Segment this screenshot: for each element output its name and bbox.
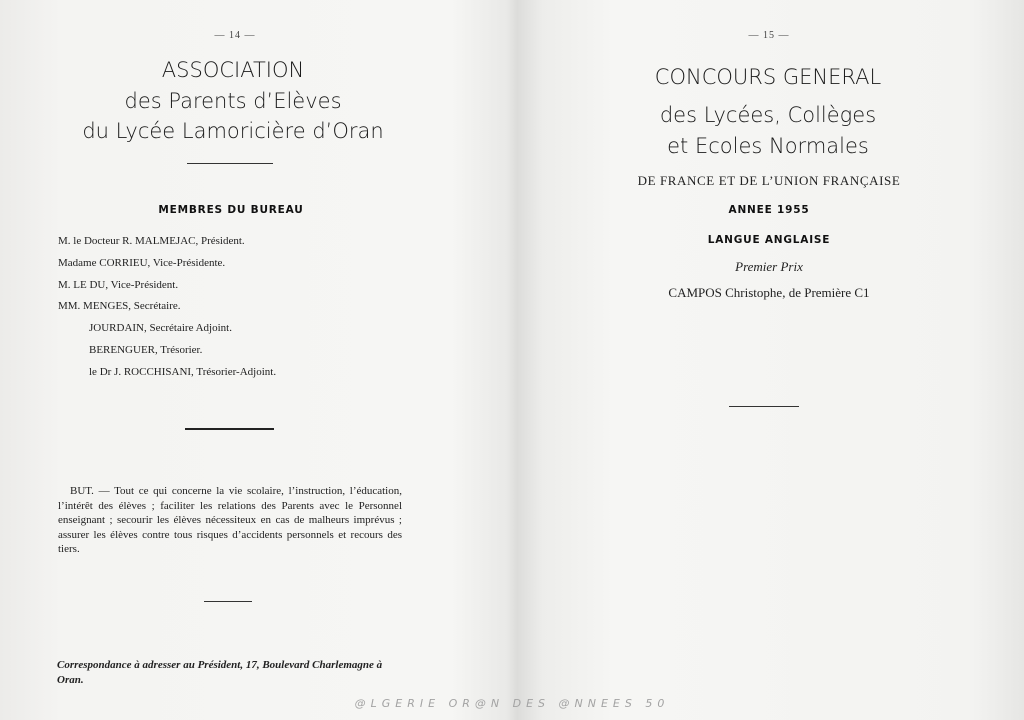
prize-label: Premier Prix bbox=[735, 259, 803, 274]
left-page bbox=[0, 0, 510, 720]
member-line: JOURDAIN, Secrétaire Adjoint. bbox=[89, 322, 232, 334]
left-title-line-3: du Lycée Lamoricière d’Oran bbox=[82, 119, 384, 143]
subject-heading: LANGUE ANGLAISE bbox=[707, 234, 831, 246]
correspondence-note: Correspondance à adresser au Président, 17, Boulevard Charlemagne à Oran. bbox=[57, 659, 383, 686]
right-title-line-2: des Lycées, Collèges bbox=[659, 103, 877, 127]
left-members-divider bbox=[185, 428, 274, 430]
but-paragraph: BUT. — Tout ce qui concerne la vie scolaire, l’instruction, l’éducation, l’intérêt des élèves ; faciliter les relations des Parents avec le Personnel enseignant ; secourir les élèves nécessiteux en cas de malheurs imprévus ; assurer les élèves contre tous risques d’accidents personnels et recours des tiers. bbox=[58, 485, 402, 556]
left-title-line-2: des Parents d’Elèves bbox=[124, 89, 342, 113]
member-line: M. le Docteur R. MALMEJAC, Président. bbox=[58, 235, 245, 247]
member-line: MM. MENGES, Secrétaire. bbox=[58, 300, 181, 312]
year-heading: ANNEE 1955 bbox=[728, 204, 810, 216]
right-title-line-1: CONCOURS GENERAL bbox=[654, 65, 882, 89]
right-page bbox=[514, 0, 1024, 720]
concours-subtitle: DE FRANCE ET DE L’UNION FRANÇAISE bbox=[637, 173, 901, 188]
member-line: M. LE DU, Vice-Président. bbox=[58, 279, 179, 291]
winner-line: CAMPOS Christophe, de Première C1 bbox=[668, 285, 870, 300]
page-number-left: — 14 — bbox=[214, 30, 256, 41]
right-title-line-3: et Ecoles Normales bbox=[667, 134, 869, 158]
members-heading: MEMBRES DU BUREAU bbox=[158, 204, 304, 216]
right-divider bbox=[729, 406, 799, 407]
member-line: BERENGUER, Trésorier. bbox=[89, 344, 203, 356]
watermark-text: @LGERIE OR@N DES @NNEES 50 bbox=[354, 697, 670, 710]
page-number-right: — 15 — bbox=[748, 30, 790, 41]
left-but-divider bbox=[204, 601, 252, 602]
member-line: le Dr J. ROCCHISANI, Trésorier-Adjoint. bbox=[89, 366, 277, 378]
left-title-divider bbox=[187, 163, 273, 164]
member-line: Madame CORRIEU, Vice-Présidente. bbox=[58, 257, 226, 269]
left-title-line-1: ASSOCIATION bbox=[161, 58, 305, 82]
